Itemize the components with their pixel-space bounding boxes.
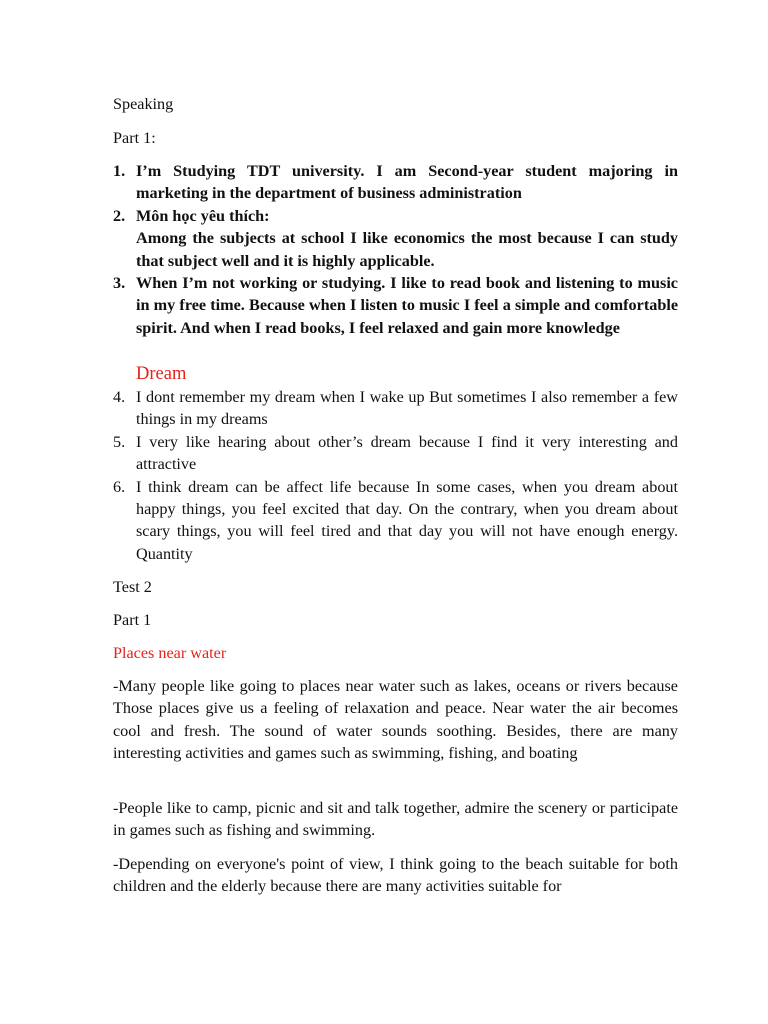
heading-dream: Dream	[136, 364, 187, 384]
paragraph: -Many people like going to places near water such as lakes, oceans or rivers because Those places give us a feeling of relaxation and peace. Near water the air becomes cool and fresh. The sound of water sounds soothing. Besides, there are many interesting activities and games such as swimming, fishing, and boating	[113, 677, 678, 763]
list-item	[113, 205, 678, 272]
list-item	[113, 476, 678, 566]
list-item	[113, 160, 678, 205]
list-item	[113, 431, 678, 476]
list-number: 5.	[113, 432, 126, 451]
list-item-text: I’m Studying TDT university. I am Second-year student majoring in marketing in the department of business administration	[136, 162, 678, 203]
list-item-subtext: Among the subjects at school I like economics the most because I can study that subject well and it is highly applicable.	[136, 229, 678, 270]
list-number: 1.	[113, 162, 126, 180]
label-test-2: Test 2	[113, 578, 152, 596]
heading-speaking: Speaking	[113, 95, 174, 113]
dream-list	[113, 386, 678, 565]
list-number: 2.	[113, 206, 126, 225]
list-number: 3.	[113, 274, 126, 293]
label-part-1b: Part 1	[113, 611, 152, 629]
list-item	[113, 386, 678, 431]
list-number: 6.	[113, 477, 126, 496]
list-item-text: Môn học yêu thích:	[136, 206, 270, 225]
list-item-text: I very like hearing about other’s dream because I find it very interesting and attractive	[136, 432, 678, 474]
paragraph: -Depending on everyone's point of view, I think going to the beach suitable for both children and the elderly because there are many activities suitable for	[113, 855, 678, 896]
label-part-1: Part 1:	[113, 129, 156, 147]
list-item-text: When I’m not working or studying. I like to read book and listening to music in my free time. Because when I listen to music I feel a simple and comfortable spirit. And when I read books, I feel relaxed and gain more knowledge	[136, 274, 678, 337]
list-item-text: I think dream can be affect life because In some cases, when you dream about happy things, you feel excited that day. On the contrary, when you dream about scary things, you will feel tired and that day you will not have enough energy. Quantity	[136, 477, 678, 563]
paragraph: -People like to camp, picnic and sit and talk together, admire the scenery or participate in games such as fishing and swimming.	[113, 799, 678, 840]
heading-places-near-water: Places near water	[113, 644, 227, 662]
part1-list	[113, 160, 678, 339]
list-item	[113, 272, 678, 339]
list-number: 4.	[113, 388, 126, 406]
list-item-text: I dont remember my dream when I wake up But sometimes I also remember a few things in my dreams	[136, 388, 678, 429]
